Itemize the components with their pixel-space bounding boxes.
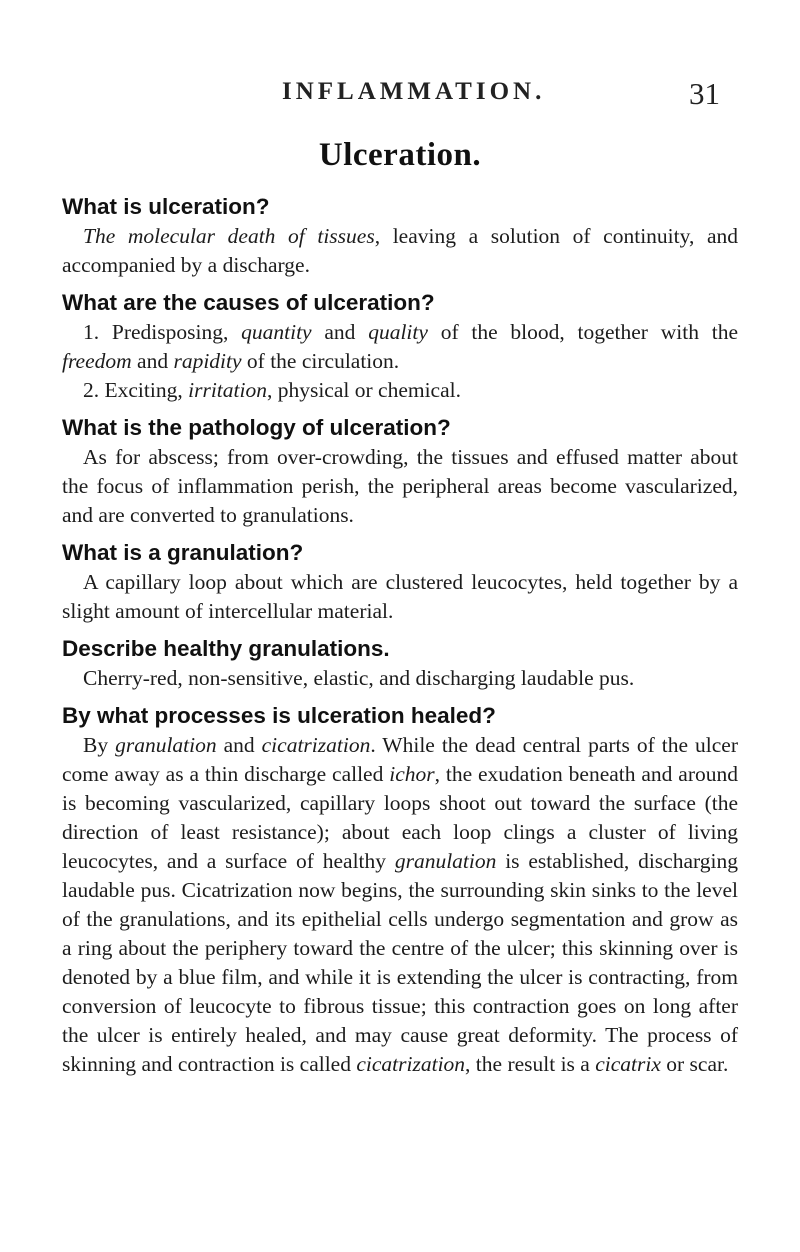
running-title: INFLAMMATION.: [282, 78, 546, 105]
answer-text-run: , the exudation beneath and around is becoming vascularized, capillary loops shoot out toward the surface (the direction of least resistance); about each loop clings a cluster of living leucocytes, and a surface of healthy: [62, 762, 738, 873]
italic-term: quality: [368, 320, 428, 344]
running-head: [0, 78, 800, 112]
answer-text-run: is established, discharging laudable pus. Cicatrization now begins, the surrounding skin sinks to the level of the granulations, and its epithelial cells undergo segmentation and grow as a ring about the periphery toward the centre of the ulcer; this skinning over is denoted by a blue film, and while it is extending the ulcer is contracting, from conversion of leucocyte to fibrous tissue; this contraction goes on long after the ulcer is entirely healed, and may cause great deformity. The process of skinning and contraction is called: [62, 849, 739, 1076]
italic-term: cicatrization: [261, 733, 371, 757]
answer-paragraph: [62, 731, 738, 1079]
answer-text-run: of the circulation.: [241, 349, 400, 373]
question-heading: What are the causes of ulceration?: [62, 290, 435, 315]
answer-text-run: . While the dead central parts of the ulcer come away as a thin discharge called: [62, 733, 738, 786]
question-heading: By what processes is ulceration healed?: [62, 703, 496, 728]
italic-term: freedom: [62, 349, 132, 373]
question-heading: What is ulceration?: [62, 194, 270, 219]
answer-text-run: By: [83, 733, 116, 757]
italic-term: cicatrization: [356, 1052, 466, 1076]
italic-term: granulation: [115, 733, 217, 757]
qa-block: [62, 288, 738, 405]
qa-block: [62, 413, 738, 530]
answer-text-run: 1. Predisposing,: [83, 320, 242, 344]
answer-text-run: and: [131, 349, 174, 373]
answer-paragraph: [62, 222, 738, 280]
qa-block: [62, 192, 738, 280]
italic-term: ichor: [389, 762, 435, 786]
answer-text-run: A capillary loop about which are clustered leucocytes, held together by a slight amount of intercellular material.: [62, 570, 738, 623]
numbered-cause: [62, 376, 738, 405]
question-heading: What is the pathology of ulceration?: [62, 415, 451, 440]
page-number: 31: [689, 76, 720, 111]
answer-text-run: of the blood, together with the: [427, 320, 738, 344]
numbered-cause: [62, 318, 738, 376]
answer-paragraph: [62, 568, 738, 626]
italic-term: rapidity: [173, 349, 242, 373]
answer-text-run: and: [216, 733, 262, 757]
answer-paragraph: [62, 664, 738, 693]
answer-text-run: and: [311, 320, 369, 344]
qa-list: [62, 192, 738, 1087]
italic-term: irritation: [188, 378, 267, 402]
question-heading: What is a granulation?: [62, 540, 304, 565]
qa-block: [62, 701, 738, 1079]
answer-text-run: , physical or chemical.: [266, 378, 461, 402]
answer-text-run: Cherry-red, non-sensitive, elastic, and discharging laudable pus.: [83, 666, 635, 690]
answer-text-run: As for abscess; from over-crowding, the tissues and effused matter about the focus of inflammation perish, the peripheral areas become vascularized, and are converted to granulations.: [62, 445, 738, 527]
answer-text-run: 2. Exciting,: [83, 378, 189, 402]
qa-block: [62, 634, 738, 693]
answer-paragraph: [62, 443, 738, 530]
italic-term: The molecular death of tissues: [83, 224, 375, 248]
italic-term: quantity: [241, 320, 312, 344]
answer-text-run: or scar.: [660, 1052, 729, 1076]
qa-block: [62, 538, 738, 626]
answer-text-run: , the result is a: [465, 1052, 596, 1076]
question-heading: Describe healthy granulations.: [62, 636, 390, 661]
answer-text-run: , leaving a solution of continuity, and accompanied by a discharge.: [62, 224, 738, 277]
italic-term: granulation: [394, 849, 497, 873]
italic-term: cicatrix: [595, 1052, 661, 1076]
section-title: Ulceration.: [318, 137, 482, 173]
